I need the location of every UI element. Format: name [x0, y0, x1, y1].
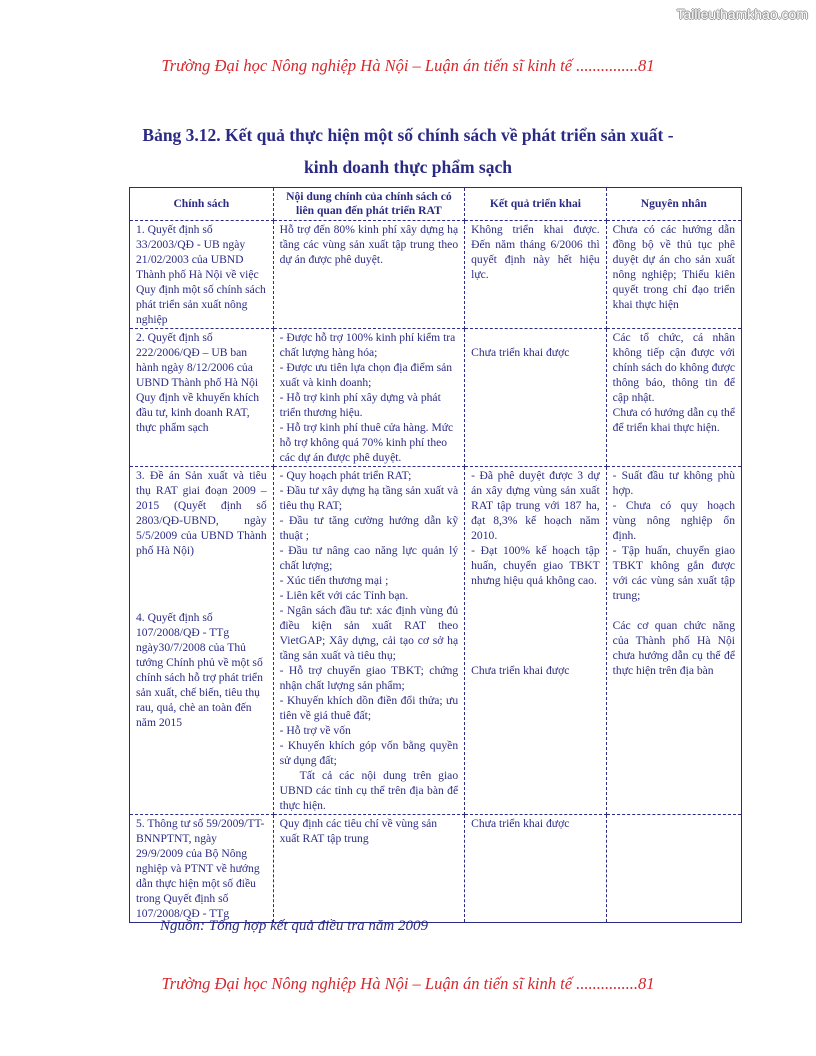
policy-4-text: 4. Quyết định số 107/2008/QĐ - TTg ngày30/7/2008 của Thủ tướng Chính phủ về một số chính sách hỗ trợ phát triển sản xuất, chế biến, tiêu thụ rau, quả, chè an toàn đến năm 2015	[136, 611, 263, 729]
result-cell: Chưa triển khai được	[465, 815, 607, 923]
content-item: Tất cả các nội dung trên giao UBND các tỉnh cụ thể trên địa bàn để thực hiện.	[279, 769, 459, 812]
content-item: - Hỗ trợ về vốn	[279, 724, 351, 737]
result-cell: Không triển khai được. Đến năm tháng 6/2006 thì quyết định này hết hiệu lực.	[465, 221, 607, 329]
content-item: - Hỗ trợ kinh phí xây dựng và phát triển thương hiệu.	[279, 391, 441, 419]
content-cell: Hỗ trợ đến 80% kinh phí xây dựng hạ tầng các vùng sản xuất tập trung theo dự án được phê duyệt.	[273, 221, 465, 329]
result-text: Chưa triển khai được	[471, 664, 570, 677]
content-item: - Khuyến khích góp vốn bằng quyền sử dụng đất;	[279, 739, 459, 767]
content-item: - Hỗ trợ kinh phí thuê cửa hàng. Mức hỗ trợ không quá 70% kinh phí theo các dự án được phê duyệt.	[279, 421, 454, 464]
policy-table	[129, 187, 742, 923]
reason-cell	[606, 467, 741, 815]
reason-cell	[606, 329, 741, 467]
content-item: - Đầu tư tăng cường hướng dẫn kỹ thuật ;	[279, 514, 459, 542]
column-header-policy: Chính sách	[130, 188, 274, 221]
source-note: Nguồn: Tổng hợp kết quả điều tra năm 2009	[160, 918, 428, 934]
reason-item: Chưa có hướng dẫn cụ thể để triển khai thực hiện.	[612, 406, 735, 434]
table-title-line-2: kinh doanh thực phẩm sạch	[304, 157, 512, 177]
content-item: - Đầu tư xây dựng hạ tầng sản xuất và tiêu thụ RAT;	[279, 484, 459, 512]
running-header: Trường Đại học Nông nghiệp Hà Nội – Luận án tiến sĩ kinh tế ...............81	[161, 56, 655, 75]
policy-cell: 5. Thông tư số 59/2009/TT-BNNPTNT, ngày 29/9/2009 của Bộ Nông nghiệp và PTNT về hướng dẫn thực hiện một số điều trong Quyết định số 107/2008/QĐ - TTg	[130, 815, 274, 923]
result-item: - Đã phê duyệt được 3 dự án xây dựng vùng sản xuất RAT tập trung với 187 ha, đạt 8,3% kế hoạch năm 2010.	[471, 469, 600, 542]
column-header-reason: Nguyên nhân	[606, 188, 741, 221]
content-cell	[273, 467, 465, 815]
table-row	[130, 815, 742, 923]
content-item: - Khuyến khích dồn điền đổi thửa; ưu tiên về giá thuê đất;	[279, 694, 459, 722]
column-header-content: Nội dung chính của chính sách có liên quan đến phát triển RAT	[273, 188, 465, 221]
policy-cell: 2. Quyết định số 222/2006/QĐ – UB ban hành ngày 8/12/2006 của UBND Thành phố Hà Nội Quy định về khuyến khích đầu tư, kinh doanh RAT, thực phẩm sạch	[130, 329, 274, 467]
reason-item: Các cơ quan chức năng của Thành phố Hà Nội chưa hướng dẫn cụ thể để thực hiện trên địa bàn	[612, 619, 735, 677]
table-row	[130, 329, 742, 467]
result-cell	[465, 329, 607, 467]
content-item: - Được ưu tiên lựa chọn địa điểm sản xuất và kinh doanh;	[279, 361, 453, 389]
watermark-text: Tailieuthamkhao.com	[676, 6, 808, 22]
result-item: - Đạt 100% kế hoạch tập huấn, chuyển giao TBKT nhưng hiệu quả không cao.	[471, 544, 600, 587]
content-item: - Liên kết với các Tỉnh bạn.	[279, 589, 409, 602]
table-title-line-1: Bảng 3.12. Kết quả thực hiện một số chính sách về phát triển sản xuất -	[142, 125, 674, 145]
content-item: - Quy hoạch phát triển RAT;	[279, 469, 412, 482]
result-cell	[465, 467, 607, 815]
content-cell	[273, 329, 465, 467]
content-item: - Hỗ trợ chuyển giao TBKT; chứng nhận chất lượng sản phẩm;	[279, 664, 459, 692]
content-item: - Được hỗ trợ 100% kinh phí kiểm tra chất lượng hàng hóa;	[279, 331, 456, 359]
reason-cell: Chưa có các hướng dẫn đồng bộ về thủ tục phê duyệt dự án cho sản xuất nông nghiệp; Thiếu kiên quyết trong chỉ đạo triển khai thực hiện	[606, 221, 741, 329]
reason-item: Các tổ chức, cá nhân không tiếp cận được với chính sách do không được thông báo, thông tin để cập nhật.	[612, 331, 735, 404]
policy-cell	[130, 467, 274, 815]
table-row	[130, 221, 742, 329]
table-header-row	[130, 188, 742, 221]
policy-cell: 1. Quyết định số 33/2003/QĐ - UB ngày 21/02/2003 của UBND Thành phố Hà Nội về việc Quy định một số chính sách phát triển sản xuất nông nghiệp	[130, 221, 274, 329]
reason-cell	[606, 815, 741, 923]
reason-item: - Suất đầu tư không phù hợp.	[612, 469, 735, 497]
reason-item: - Tập huấn, chuyển giao TBKT không gắn được với các vùng sản xuất tập trung;	[612, 544, 735, 602]
content-item: - Xúc tiến thương mại ;	[279, 574, 389, 587]
policy-3-text: 3. Đề án Sản xuất và tiêu thụ RAT giai đoạn 2009 – 2015 (Quyết định số 2803/QĐ-UBND, ngày 5/5/2009 của UBND Thành phố Hà Nội)	[136, 469, 267, 557]
running-footer: Trường Đại học Nông nghiệp Hà Nội – Luận án tiến sĩ kinh tế ...............81	[161, 974, 655, 993]
table-row	[130, 467, 742, 815]
result-text: Chưa triển khai được	[471, 346, 570, 359]
content-cell: Quy định các tiêu chí về vùng sản xuất RAT tập trung	[273, 815, 465, 923]
reason-item: - Chưa có quy hoạch vùng nông nghiệp ổn định.	[612, 499, 735, 542]
content-item: - Ngân sách đầu tư: xác định vùng đủ điều kiện sản xuất RAT theo VietGAP; Xây dựng, cải tạo cơ sở hạ tầng sản xuất và tiêu thụ;	[279, 604, 459, 662]
content-item: - Đầu tư nâng cao năng lực quản lý chất lượng;	[279, 544, 459, 572]
column-header-result: Kết quả triển khai	[465, 188, 607, 221]
